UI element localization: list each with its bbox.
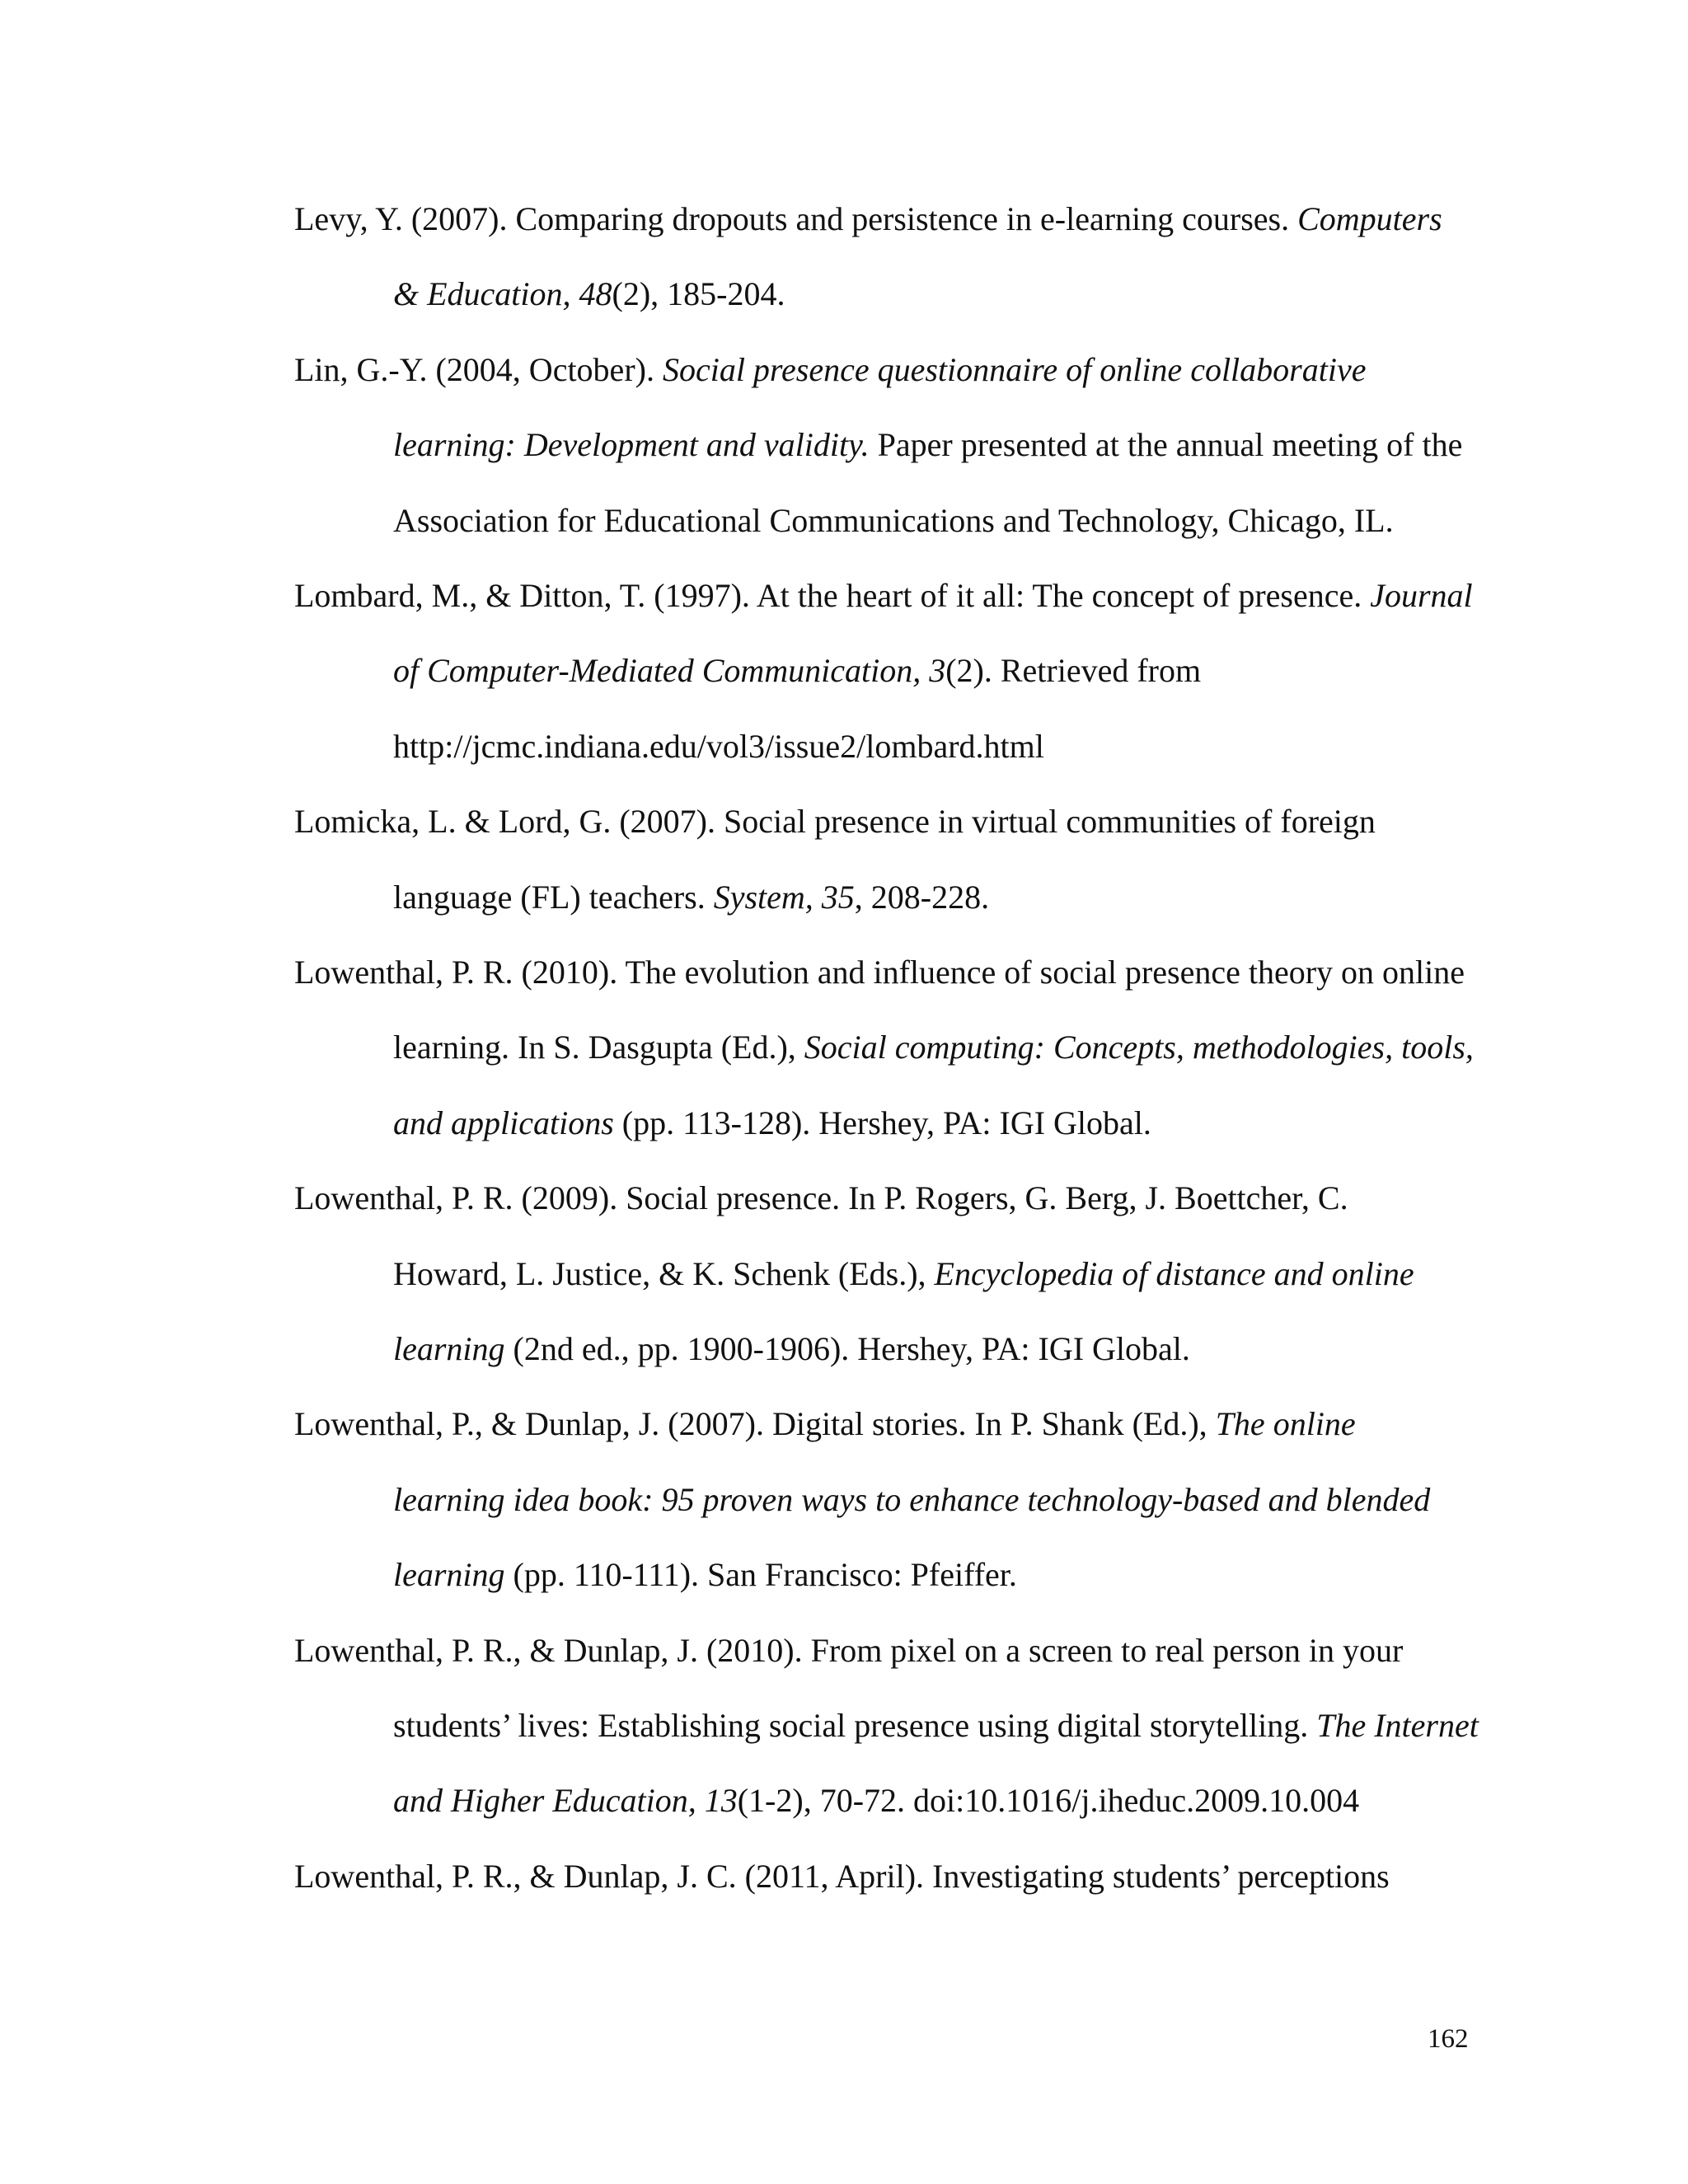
italic-text: & Education, 48 xyxy=(393,275,612,313)
text-segment: Lowenthal, P. R. (2009). Social presence. In P. Rogers, G. Berg, J. Boettcher, C. xyxy=(294,1179,1348,1217)
text-segment: students’ lives: Establishing social presence using digital storytelling. xyxy=(393,1707,1317,1744)
reference-continuation-line xyxy=(393,1706,1479,1746)
text-segment: (1-2), 70-72. doi:10.1016/j.iheduc.2009.10.004 xyxy=(737,1782,1360,1820)
reference-continuation-line xyxy=(393,501,1394,541)
reference-first-line xyxy=(294,350,1366,390)
text-segment: Lowenthal, P. R., & Dunlap, J. (2010). From pixel on a screen to real person in your xyxy=(294,1631,1404,1669)
italic-text: and Higher Education, 13 xyxy=(393,1782,738,1820)
text-segment: http://jcmc.indiana.edu/vol3/issue2/lombard.html xyxy=(393,727,1044,765)
text-segment: Lombard, M., & Ditton, T. (1997). At the heart of it all: The concept of presence. xyxy=(294,577,1371,614)
text-segment: Paper presented at the annual meeting of the xyxy=(869,426,1463,464)
reference-first-line xyxy=(294,953,1465,992)
text-segment: (2nd ed., pp. 1900-1906). Hershey, PA: IGI Global. xyxy=(504,1330,1190,1367)
reference-first-line xyxy=(294,1857,1390,1896)
text-segment: language (FL) teachers. xyxy=(393,878,714,916)
reference-continuation-line xyxy=(393,651,1201,691)
text-segment: Howard, L. Justice, & K. Schenk (Eds.), xyxy=(393,1254,935,1292)
reference-continuation-line xyxy=(393,425,1462,465)
text-segment: , 208-228. xyxy=(854,878,990,916)
italic-text: learning idea book: 95 proven ways to enhance technology-based and blended xyxy=(393,1480,1431,1518)
reference-continuation-line xyxy=(393,727,1044,766)
reference-first-line xyxy=(294,1631,1403,1671)
reference-first-line xyxy=(294,802,1376,841)
reference-first-line xyxy=(294,576,1473,616)
text-segment: Lowenthal, P. R., & Dunlap, J. C. (2011, April). Investigating students’ perceptions xyxy=(294,1857,1390,1895)
reference-continuation-line xyxy=(393,1104,1151,1143)
text-segment: Association for Educational Communications and Technology, Chicago, IL. xyxy=(393,501,1394,539)
reference-first-line xyxy=(294,1404,1356,1444)
italic-text: The Internet xyxy=(1316,1707,1479,1744)
reference-continuation-line xyxy=(393,1254,1414,1294)
italic-text: Social presence questionnaire of online collaborative xyxy=(662,350,1367,388)
reference-continuation-line xyxy=(393,878,989,917)
text-segment: (2). Retrieved from xyxy=(945,652,1202,690)
text-segment: Lowenthal, P., & Dunlap, J. (2007). Digital stories. In P. Shank (Ed.), xyxy=(294,1405,1216,1443)
text-segment: Lomicka, L. & Lord, G. (2007). Social presence in virtual communities of foreign xyxy=(294,803,1376,841)
reference-first-line xyxy=(294,1179,1348,1218)
italic-text: of Computer-Mediated Communication, 3 xyxy=(393,652,946,690)
reference-continuation-line xyxy=(393,1329,1190,1369)
italic-text: Social computing: Concepts, methodologies, tools, xyxy=(804,1029,1474,1066)
reference-continuation-line xyxy=(393,1480,1430,1520)
italic-text: Encyclopedia of distance and online xyxy=(934,1254,1414,1292)
reference-continuation-line xyxy=(393,274,785,314)
italic-text: learning: Development and validity. xyxy=(393,426,870,464)
text-segment: (pp. 110-111). San Francisco: Pfeiffer. xyxy=(504,1556,1017,1594)
reference-first-line xyxy=(294,199,1442,239)
reference-continuation-line xyxy=(393,1781,1359,1821)
italic-text: Computers xyxy=(1297,200,1442,237)
italic-text: learning xyxy=(393,1556,505,1594)
text-segment: (pp. 113-128). Hershey, PA: IGI Global. xyxy=(613,1104,1151,1141)
italic-text: and applications xyxy=(393,1104,614,1141)
text-segment: Lowenthal, P. R. (2010). The evolution and influence of social presence theory on online xyxy=(294,954,1465,991)
text-segment: Levy, Y. (2007). Comparing dropouts and persistence in e-learning courses. xyxy=(294,200,1298,237)
italic-text: learning xyxy=(393,1330,505,1367)
text-segment: (2), 185-204. xyxy=(612,275,785,313)
reference-continuation-line xyxy=(393,1555,1017,1595)
italic-text: System, 35 xyxy=(713,878,855,916)
text-segment: learning. In S. Dasgupta (Ed.), xyxy=(393,1029,804,1066)
italic-text: The online xyxy=(1215,1405,1356,1443)
page-number: 162 xyxy=(1428,2024,1469,2054)
text-segment: Lin, G.-Y. (2004, October). xyxy=(294,350,663,388)
reference-continuation-line xyxy=(393,1028,1474,1067)
italic-text: Journal xyxy=(1370,577,1473,614)
